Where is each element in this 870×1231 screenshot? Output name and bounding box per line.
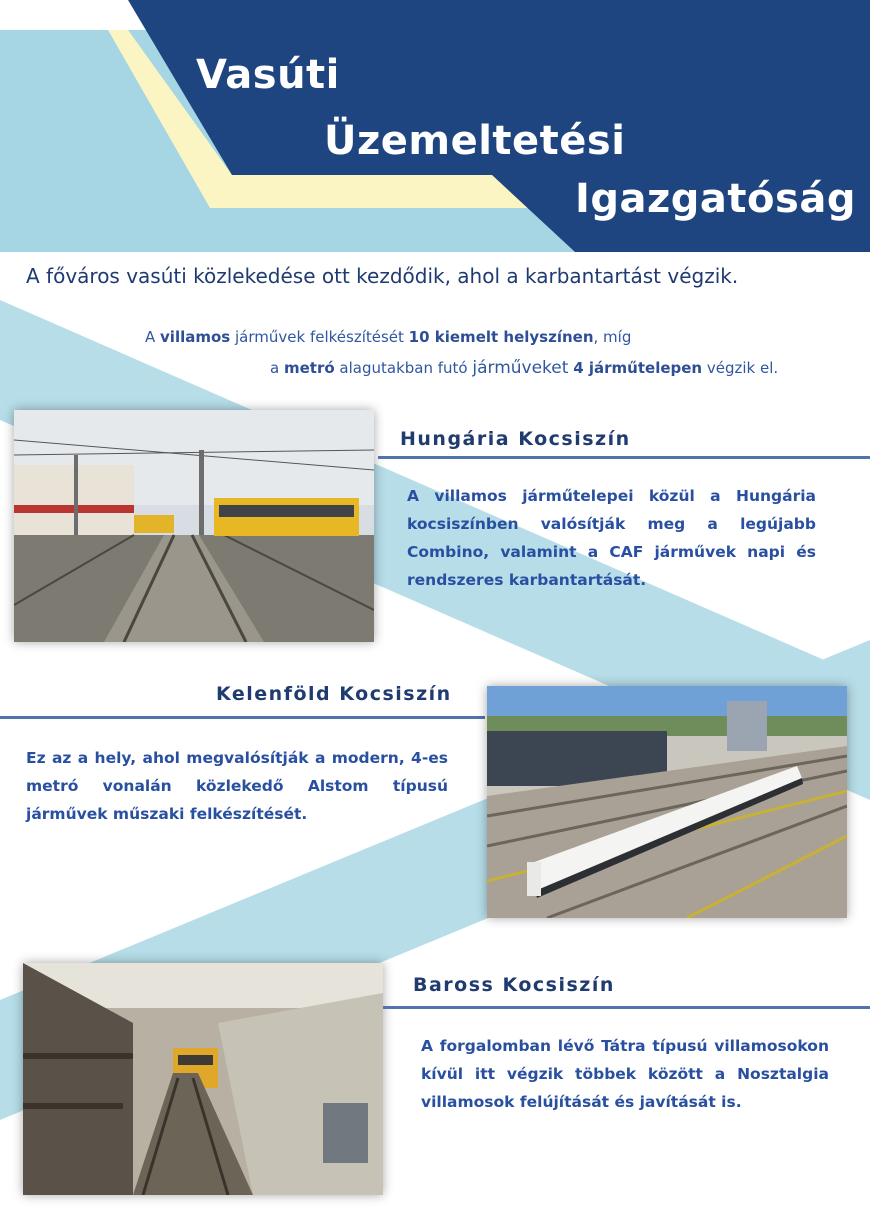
baross-photo	[23, 963, 383, 1195]
maintenance-hall-image	[23, 963, 383, 1195]
title-line-1: Vasúti	[196, 52, 340, 98]
tram-depot-image	[14, 410, 374, 642]
hungaria-rule	[378, 456, 870, 459]
lead-line-2	[270, 358, 778, 378]
lead-text: végzik el.	[702, 359, 779, 377]
lead-text: járművek felkészítését	[230, 328, 409, 346]
kelenfold-photo	[487, 686, 847, 918]
intro-text: A főváros vasúti közlekedése ott kezdődik, ahol a karbantartást végzik.	[26, 264, 739, 288]
lead-line-1	[145, 328, 631, 346]
metro-depot-image	[487, 686, 847, 918]
title-line-3: Igazgatóság	[575, 176, 856, 222]
baross-text: A forgalomban lévő Tátra típusú villamosokon kívül itt végzik többek között a Nosztalgia villamosok felújítását és javítását is.	[421, 1037, 829, 1111]
kelenfold-heading: Kelenföld Kocsiszín	[216, 683, 452, 705]
lead-text: a	[270, 359, 284, 377]
hungaria-heading: Hungária Kocsiszín	[400, 428, 631, 450]
lead-text: A	[145, 328, 161, 346]
lead-text: , míg	[593, 328, 632, 346]
baross-heading: Baross Kocsiszín	[413, 974, 615, 996]
lead-highlight: 4 járműtelepen	[573, 359, 703, 377]
lead-highlight: villamos	[160, 328, 231, 346]
hungaria-text: A villamos járműtelepei közül a Hungária kocsiszínben valósítják meg a legújabb Combino, valamint a CAF járművek napi és rendszeres karbantartását.	[407, 487, 816, 589]
lead-highlight: metró	[283, 359, 335, 377]
kelenfold-rule	[0, 716, 485, 719]
lead-large-word: járműveket	[472, 358, 569, 378]
lead-highlight: 10 kiemelt helyszínen	[408, 328, 594, 346]
hungaria-photo	[14, 410, 374, 642]
kelenfold-text: Ez az a hely, ahol megvalósítják a modern, 4-es metró vonalán közlekedő Alstom típusú járművek műszaki felkészítését.	[26, 749, 448, 823]
baross-rule	[383, 1006, 870, 1009]
lead-text: alagutakban futó	[334, 359, 473, 377]
title-line-2: Üzemeltetési	[324, 118, 626, 164]
